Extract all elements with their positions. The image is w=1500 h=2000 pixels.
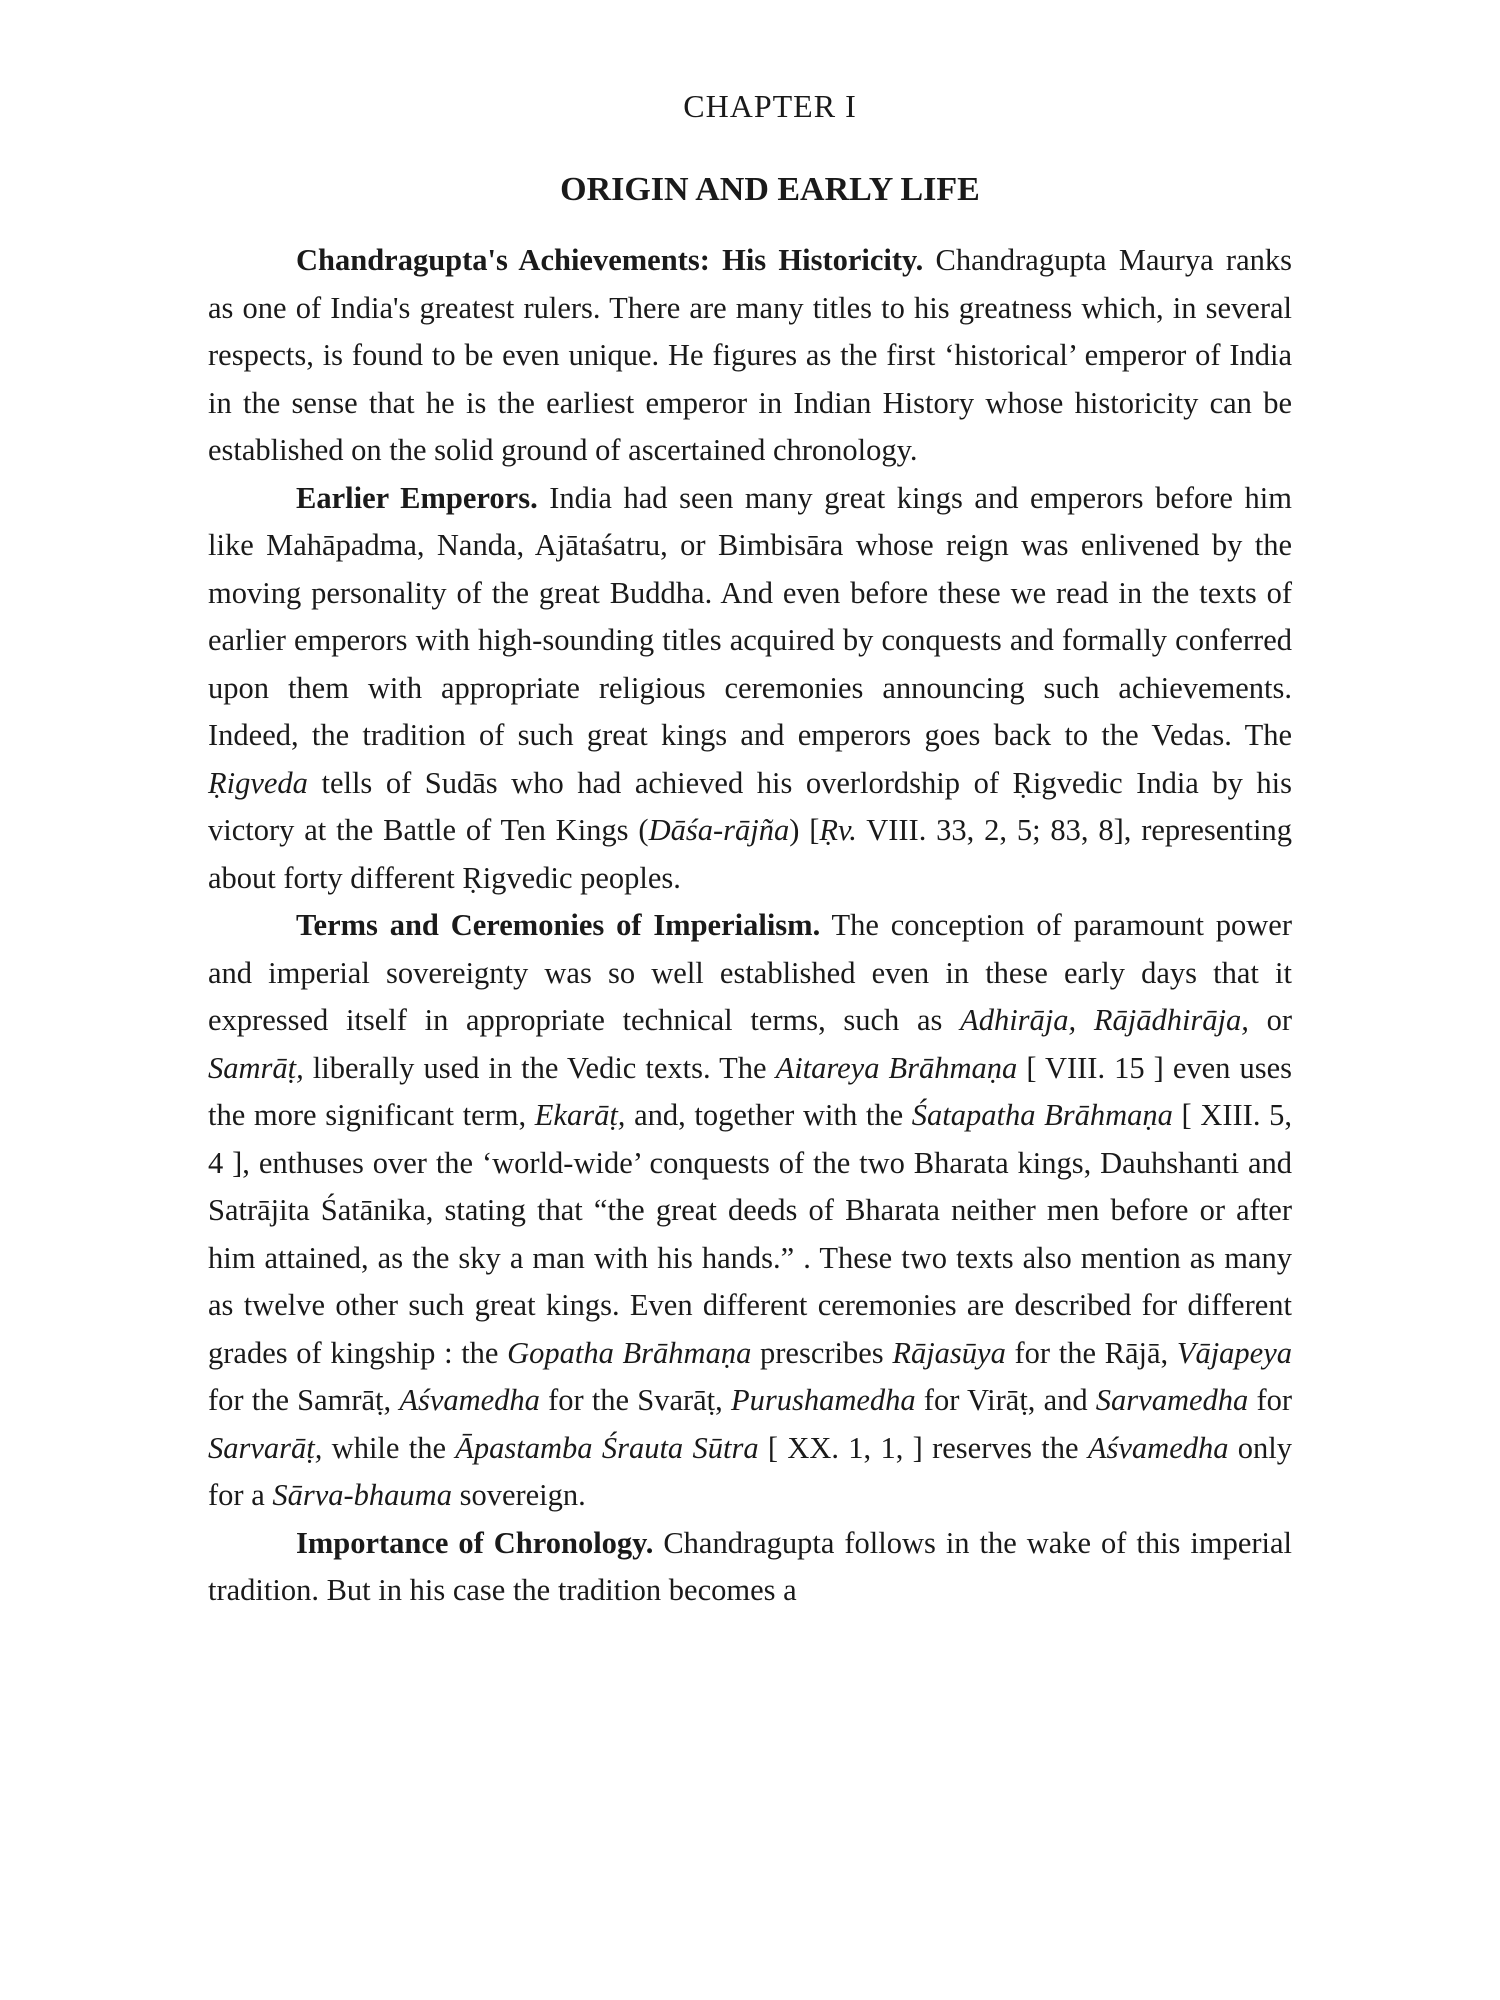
italic-term: Adhirāja, Rājādhirāja, — [960, 1003, 1249, 1037]
book-page — [208, 88, 1292, 1615]
text-run: [ XIII. 5, 4 ], enthuses over the ‘world-wide’ conquests of the two Bharata kings, Dauhshanti and Satrājita Śatānika, stating that “the great deeds of Bharata neither men before or after him attained, as the sky a man with his hands.” . These two texts also mention as many as twelve other such great kings. Even different ceremonies are described for different grades of kingship : the — [208, 1098, 1292, 1370]
italic-term: Aśvamedha — [1087, 1430, 1229, 1465]
italic-term: Gopatha Brāhmaṇa — [507, 1335, 752, 1370]
paragraph-heading: Chandragupta's Achievements: His Historicity. — [296, 243, 924, 277]
paragraph-heading: Importance of Chronology. — [296, 1525, 654, 1560]
text-run: [ VIII. 15 ] even uses the more significant term, — [208, 1050, 1292, 1132]
italic-term: Ṛigveda — [208, 765, 308, 800]
text-run: Chandragupta follows in the wake of this imperial tradition. But in his case the tradition becomes a — [208, 1525, 1293, 1607]
italic-term: Rājasūya — [892, 1335, 1006, 1370]
italic-term: Ekarāṭ, — [534, 1098, 626, 1132]
text-run: for Virāṭ, and — [915, 1383, 1096, 1417]
chapter-title: ORIGIN AND EARLY LIFE — [560, 171, 980, 208]
text-run: tells of Sudās who had achieved his overlordship of Ṛigvedic India by his victory at the Battle of Ten Kings ( — [208, 765, 1292, 847]
italic-term: Ṛv. — [819, 813, 857, 847]
text-run: prescribes — [751, 1335, 893, 1370]
text-run: and, together with the — [625, 1098, 912, 1132]
italic-term: Vājapeya — [1176, 1335, 1293, 1370]
text-run: while the — [322, 1430, 456, 1465]
paragraph-chronology — [208, 1520, 1292, 1615]
paragraph-imperialism — [208, 902, 1292, 1520]
paragraph-heading: Terms and Ceremonies of Imperialism. — [296, 908, 821, 942]
italic-term: Sarvarāṭ, — [208, 1430, 323, 1465]
text-run: for — [1248, 1383, 1293, 1417]
text-run: for the Rājā, — [1005, 1335, 1177, 1370]
italic-term: Aitareya Brāhmaṇa — [775, 1050, 1018, 1085]
italic-term: Aśvamedha — [399, 1383, 540, 1417]
chapter-label: CHAPTER I — [683, 88, 857, 124]
italic-term: Āpastamba Śrauta Sūtra — [455, 1430, 759, 1465]
text-run: only for a — [208, 1430, 1293, 1512]
paragraph-earlier-emperors — [208, 475, 1292, 903]
paragraph-body — [208, 481, 1292, 895]
text-run: ) [ — [789, 813, 820, 847]
text-run: for the Svarāṭ, — [539, 1383, 731, 1417]
italic-term: Śatapatha Brāhmaṇa — [911, 1098, 1173, 1132]
paragraph-heading: Earlier Emperors. — [296, 480, 538, 515]
italic-term: Sarvamedha — [1095, 1383, 1249, 1417]
text-run: VIII. 33, 2, 5; 83, 8], representing about forty different Ṛigvedic peoples. — [208, 813, 1292, 895]
text-run: The conception of paramount power and imperial sovereignty was so well established even in these early days that it expressed itself in appropriate technical terms, such as — [208, 908, 1292, 1037]
text-run: India had seen many great kings and emperors before him like Mahāpadma, Nanda, Ajātaśatru, or Bimbisāra whose reign was enlivened by the moving personality of the great Buddha. And even before these we read in the texts of earlier emperors with high-sounding titles acquired by conquests and formally conferred upon them with appropriate religious ceremonies announcing such achievements. Indeed, the tradition of such great kings and emperors goes back to the Vedas. The — [208, 480, 1292, 752]
text-run: sovereign. — [451, 1478, 586, 1512]
text-run: or — [1248, 1003, 1292, 1037]
paragraph-body — [208, 908, 1292, 1512]
text-run: liberally used in the Vedic texts. The — [303, 1050, 776, 1085]
italic-term: Sārva-bhauma — [272, 1478, 452, 1512]
text-run: [ XX. 1, 1, ] reserves the — [758, 1430, 1088, 1465]
italic-term: Samrāṭ, — [208, 1050, 304, 1085]
text-run: for the Samrāṭ, — [208, 1383, 400, 1417]
paragraph-historicity — [208, 237, 1292, 475]
italic-term: Purushamedha — [730, 1383, 916, 1417]
text-run: Chandragupta Maurya ranks as one of India's greatest rulers. There are many titles to his greatness which, in several respects, is found to be even unique. He figures as the first ‘historical’ emperor of India in the sense that he is the earliest emperor in Indian History whose historicity can be established on the solid ground of ascertained chronology. — [208, 243, 1292, 467]
italic-term: Dāśa-rājña — [648, 813, 790, 847]
